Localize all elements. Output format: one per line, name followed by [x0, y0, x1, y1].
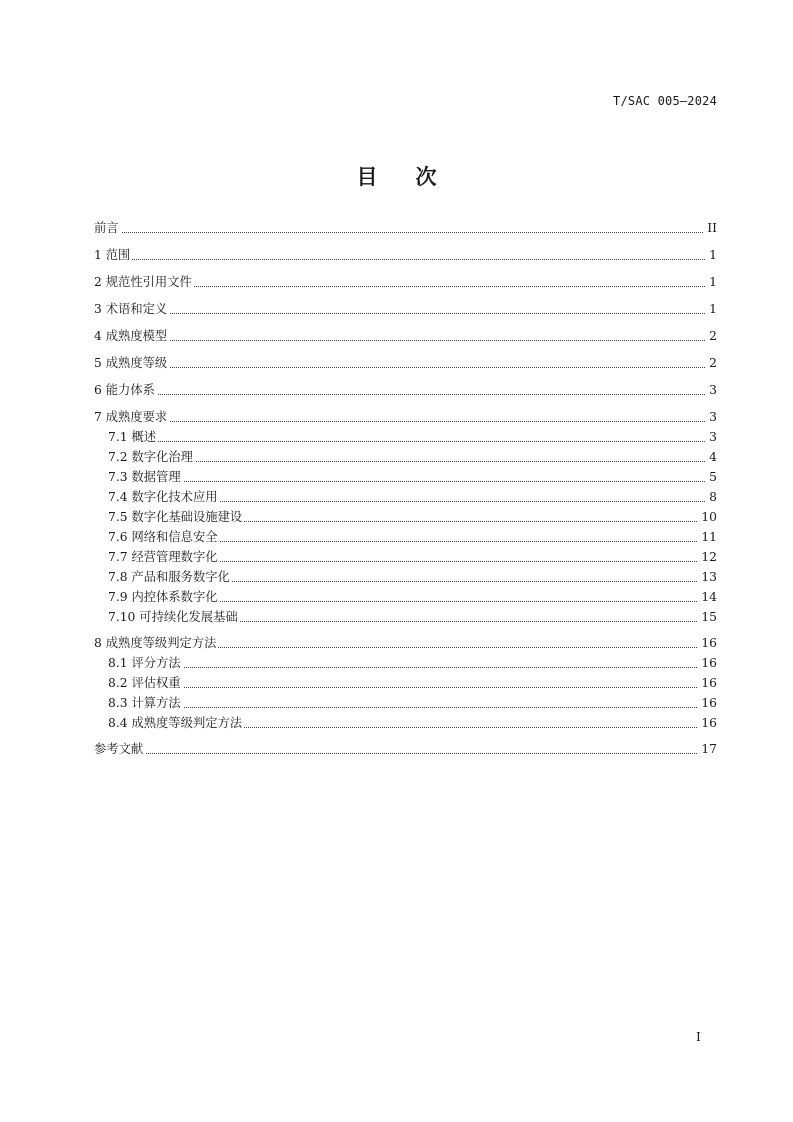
toc-entry-page: 16	[698, 653, 717, 673]
toc-entry-page: 14	[698, 587, 717, 607]
dot-leader	[94, 340, 717, 341]
toc-entry-page: 2	[706, 353, 717, 373]
toc-entry-label: 5 成熟度等级	[94, 353, 169, 373]
toc-entry[interactable]	[94, 380, 717, 400]
page-number: I	[696, 1030, 701, 1044]
toc-entry-page: 16	[698, 673, 717, 693]
toc-entry-label: 7.6 网络和信息安全	[108, 527, 220, 547]
dot-leader	[108, 481, 717, 482]
dot-leader	[94, 367, 717, 368]
toc-entry-page: 17	[698, 739, 717, 759]
toc-entry-label: 8 成熟度等级判定方法	[94, 633, 218, 653]
toc-entry-page: 11	[698, 527, 717, 547]
toc-entry-label: 7.5 数字化基础设施建设	[108, 507, 244, 527]
dot-leader	[94, 313, 717, 314]
toc-entry-label: 1 范围	[94, 245, 132, 265]
toc-entry-page: 1	[706, 299, 717, 319]
toc-entry-label: 7.9 内控体系数字化	[108, 587, 220, 607]
toc-entry-label: 7.1 概述	[108, 427, 158, 447]
dot-leader	[94, 259, 717, 260]
toc-entry-label: 7.2 数字化治理	[108, 447, 195, 467]
toc-entry-page: II	[704, 218, 717, 238]
toc-entry-label: 6 能力体系	[94, 380, 157, 400]
toc-entry-label: 参考文献	[94, 739, 145, 759]
toc-entry[interactable]	[94, 353, 717, 373]
toc-entry[interactable]	[94, 218, 717, 238]
toc-entry-label: 8.1 评分方法	[108, 653, 183, 673]
toc-entry[interactable]	[94, 326, 717, 346]
dot-leader	[108, 441, 717, 442]
dot-leader	[94, 421, 717, 422]
toc-entry-label: 4 成熟度模型	[94, 326, 169, 346]
toc-entry-page: 1	[706, 245, 717, 265]
page-title: 目次	[356, 165, 475, 189]
toc-entry-label: 8.2 评估权重	[108, 673, 183, 693]
toc-entry-label: 8.4 成熟度等级判定方法	[108, 713, 244, 733]
toc-entry[interactable]	[108, 673, 717, 693]
toc-entry[interactable]	[108, 427, 717, 447]
toc-entry-page: 3	[706, 407, 717, 427]
toc-entry-page: 1	[706, 272, 717, 292]
toc-entry-label: 8.3 计算方法	[108, 693, 183, 713]
toc-entry-label: 7.7 经营管理数字化	[108, 547, 220, 567]
toc-entry[interactable]	[94, 245, 717, 265]
toc-entry-page: 4	[706, 447, 717, 467]
toc-entry[interactable]	[108, 447, 717, 467]
toc-entry[interactable]	[94, 407, 717, 427]
dot-leader	[108, 707, 717, 708]
toc-entry-page: 16	[698, 633, 717, 653]
toc-entry-label: 2 规范性引用文件	[94, 272, 194, 292]
toc-entry[interactable]	[94, 739, 717, 759]
toc-entry[interactable]	[108, 507, 717, 527]
dot-leader	[94, 394, 717, 395]
toc-entry-page: 5	[706, 467, 717, 487]
toc-entry[interactable]	[108, 547, 717, 567]
toc-entry-label: 7.4 数字化技术应用	[108, 487, 220, 507]
toc-entry-label: 7.8 产品和服务数字化	[108, 567, 232, 587]
dot-leader	[94, 753, 717, 754]
toc-entry-page: 12	[698, 547, 717, 567]
dot-leader	[94, 232, 717, 233]
toc-entry-page: 3	[706, 380, 717, 400]
dot-leader	[108, 667, 717, 668]
toc-entry-page: 3	[706, 427, 717, 447]
toc-entry-page: 16	[698, 713, 717, 733]
toc-entry[interactable]	[108, 587, 717, 607]
toc-entry[interactable]	[94, 633, 717, 653]
toc-entry[interactable]	[108, 527, 717, 547]
toc-entry-label: 7 成熟度要求	[94, 407, 169, 427]
toc-entry-page: 10	[698, 507, 717, 527]
toc-entry[interactable]	[108, 467, 717, 487]
toc-entry-page: 2	[706, 326, 717, 346]
toc-entry[interactable]	[108, 607, 717, 627]
toc-entry-label: 3 术语和定义	[94, 299, 169, 319]
toc-entry[interactable]	[94, 299, 717, 319]
toc-entry[interactable]	[108, 713, 717, 733]
toc-entry-page: 16	[698, 693, 717, 713]
toc-entry[interactable]	[108, 693, 717, 713]
toc-entry-page: 13	[698, 567, 717, 587]
toc-entry-label: 前言	[94, 218, 121, 238]
toc-entry-label: 7.3 数据管理	[108, 467, 183, 487]
dot-leader	[108, 687, 717, 688]
standard-code: T/SAC 005—2024	[613, 94, 717, 108]
toc-entry-label: 7.10 可持续化发展基础	[108, 607, 240, 627]
toc-entry[interactable]	[108, 487, 717, 507]
toc-entry-page: 15	[698, 607, 717, 627]
toc-entry-page: 8	[706, 487, 717, 507]
toc-entry[interactable]	[94, 272, 717, 292]
dot-leader	[108, 461, 717, 462]
toc-entry[interactable]	[108, 653, 717, 673]
toc-entry[interactable]	[108, 567, 717, 587]
